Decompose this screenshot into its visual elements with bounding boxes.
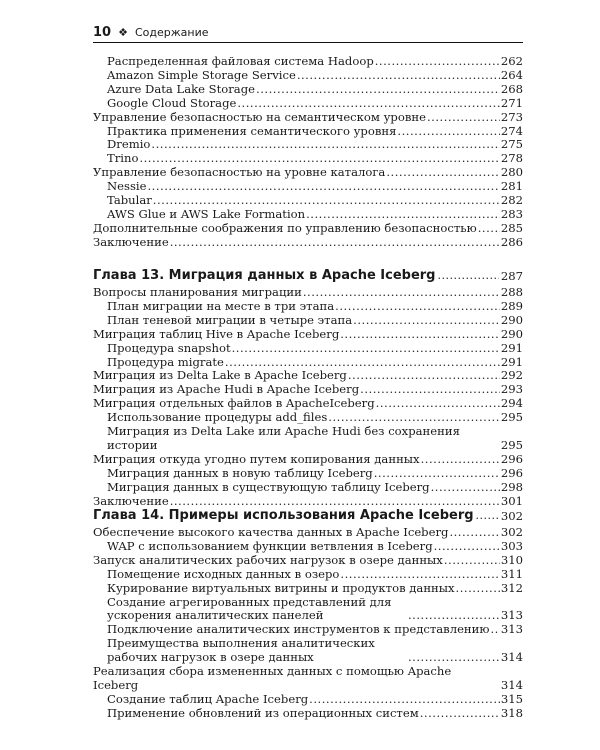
entry-page: 268 — [500, 81, 523, 96]
dot-leader — [225, 356, 500, 370]
toc-entry[interactable] — [93, 554, 523, 568]
entry-title: Миграция из Delta Lake в Apache Iceberg — [93, 368, 347, 383]
toc-entry[interactable] — [93, 222, 523, 236]
running-header — [93, 22, 523, 43]
entry-title: Управление безопасностью на уровне каталога — [93, 165, 386, 180]
entry-page: 289 — [500, 298, 523, 313]
dot-leader — [340, 328, 500, 342]
entry-title: Amazon Simple Storage Service — [107, 67, 296, 82]
entry-page: 293 — [500, 382, 523, 397]
entry-page: 281 — [500, 179, 523, 194]
entry-title: Использование процедуры add_files — [107, 410, 328, 425]
dot-leader — [256, 83, 500, 97]
dot-leader — [478, 222, 500, 236]
entry-page: 296 — [500, 465, 523, 480]
toc-block-continued — [93, 55, 523, 250]
entry-title: Создание агрегированных представлений для ускорения аналитических панелей — [107, 594, 392, 623]
entry-title: Миграция данных в новую таблицу Iceberg — [107, 465, 373, 480]
toc-entry[interactable] — [93, 568, 523, 582]
dot-leader — [376, 397, 500, 411]
entry-title: Вопросы планирования миграции — [93, 285, 302, 299]
entry-page: 283 — [500, 206, 523, 221]
dot-leader — [151, 138, 499, 152]
entry-page: 285 — [500, 220, 523, 235]
toc-entry[interactable] — [93, 467, 523, 481]
entry-page: 295 — [500, 410, 523, 425]
entry-page: 311 — [500, 566, 523, 581]
entry-page: 264 — [500, 67, 523, 82]
entry-page: 274 — [500, 123, 523, 138]
entry-title: WAP с использованием функции ветвления в Iceberg — [107, 538, 433, 553]
entry-page: 275 — [500, 137, 523, 152]
entry-title: Миграция из Apache Hudi в Apache Iceberg — [93, 382, 360, 397]
toc-entry[interactable] — [93, 693, 523, 707]
entry-page: 273 — [500, 109, 523, 124]
chapter-heading[interactable] — [93, 507, 523, 525]
entry-page: 290 — [500, 312, 523, 327]
entry-title: Обеспечение высокого качества данных в Apache Iceberg — [93, 525, 449, 539]
entry-title: Курирование виртуальных витрины и продуктов данных — [107, 580, 455, 595]
toc-entry[interactable] — [93, 637, 523, 665]
entry-title: Миграция данных в существующую таблицу Iceberg — [107, 479, 430, 494]
chapter-title: Глава 14. Примеры использования Apache Iceberg — [93, 508, 474, 523]
dot-leader — [397, 125, 499, 139]
entry-page: 282 — [500, 193, 523, 208]
dot-leader — [408, 651, 500, 665]
entry-title: Заключение — [93, 493, 169, 508]
chapter-page: 287 — [500, 269, 523, 283]
entry-title: AWS Glue и AWS Lake Formation — [107, 206, 306, 221]
toc-entry[interactable] — [93, 300, 523, 314]
entry-page: 312 — [500, 580, 523, 595]
toc-entry[interactable] — [93, 596, 523, 624]
entry-title: Подключение аналитических инструментов к представлению — [107, 622, 490, 637]
toc-entry[interactable] — [93, 411, 523, 425]
dot-leader — [340, 568, 499, 582]
entry-title: Google Cloud Storage — [107, 95, 237, 110]
dot-leader — [434, 540, 500, 554]
entry-page: 291 — [500, 340, 523, 355]
dot-leader — [408, 609, 500, 623]
entry-title: Реализация сбора измененных данных с помощью Apache Iceberg — [93, 664, 452, 692]
entry-title: Миграция таблиц Hive в Apache Iceberg — [93, 326, 340, 341]
entry-page: 280 — [500, 165, 523, 180]
dot-leader — [375, 55, 500, 69]
entry-title: Nessie — [107, 179, 147, 194]
entry-title: Процедура migrate — [107, 354, 224, 369]
entry-page: 315 — [500, 691, 523, 706]
entry-title: Управление безопасностью на семантическом уровне — [93, 109, 426, 124]
entry-page: 294 — [500, 396, 523, 411]
toc-chapter-13 — [93, 267, 523, 509]
entry-page: 295 — [500, 437, 523, 452]
entry-title: Применение обновлений из операционных систем — [107, 705, 419, 720]
entry-page: 313 — [500, 622, 523, 637]
entry-page: 291 — [500, 354, 523, 369]
dot-leader — [456, 582, 500, 596]
toc-entry[interactable] — [93, 540, 523, 554]
toc-entry[interactable] — [93, 138, 523, 152]
diamond-separator-icon: ❖ — [118, 25, 128, 39]
entry-title: Миграция откуда угодно путем копирования данных — [93, 451, 420, 466]
entry-title: Помещение исходных данных в озеро — [107, 566, 340, 581]
entry-title: Процедура snapshot — [107, 340, 231, 355]
page-number: 10 — [93, 24, 112, 40]
dot-leader — [360, 383, 500, 397]
entry-title: Заключение — [93, 234, 169, 249]
dot-leader — [139, 152, 499, 166]
dot-leader — [309, 693, 500, 707]
dot-leader — [431, 481, 500, 495]
entry-title: Запуск аналитических рабочих нагрузок в озере данных — [93, 552, 443, 567]
entry-title: Преимущества выполнения аналитических рабочих нагрузок в озере данных — [107, 636, 375, 665]
dot-leader — [438, 267, 499, 285]
dot-leader — [476, 507, 499, 525]
toc-entry[interactable] — [93, 707, 523, 721]
entry-page: 290 — [500, 326, 523, 341]
dot-leader — [420, 707, 500, 721]
entry-title: Распределенная файловая система Hadoop — [107, 54, 374, 68]
dot-leader — [153, 194, 500, 208]
dot-leader — [303, 286, 500, 300]
toc-entry[interactable] — [93, 286, 523, 300]
dot-leader — [353, 314, 500, 328]
entry-title: Миграция из Delta Lake или Apache Hudi без сохранения истории — [107, 424, 460, 452]
toc-entry[interactable] — [93, 526, 523, 540]
toc-entry[interactable] — [93, 453, 523, 467]
toc-entry[interactable] — [93, 328, 523, 342]
toc-entry[interactable] — [93, 397, 523, 411]
entry-page: 301 — [500, 493, 523, 508]
entry-page: 318 — [500, 705, 523, 720]
dot-leader — [449, 526, 499, 540]
toc-entry[interactable] — [93, 125, 523, 139]
toc-entry[interactable] — [93, 383, 523, 397]
entry-page: 314 — [500, 677, 523, 692]
toc-entry[interactable] — [93, 236, 523, 250]
toc-entry[interactable] — [93, 208, 523, 222]
toc-entry[interactable] — [93, 665, 523, 693]
entry-page: 302 — [500, 525, 523, 539]
entry-title: Trino — [107, 151, 139, 166]
toc-entry[interactable] — [93, 194, 523, 208]
toc-entry[interactable] — [93, 152, 523, 166]
entry-title: План теневой миграции в четыре этапа — [107, 312, 353, 327]
entry-page: 313 — [500, 608, 523, 623]
chapter-title: Глава 13. Миграция данных в Apache Iceberg — [93, 268, 436, 283]
dot-leader — [297, 69, 500, 83]
dot-leader — [427, 111, 500, 125]
dot-leader — [348, 369, 500, 383]
toc-entry[interactable] — [93, 342, 523, 356]
entry-page: 292 — [500, 368, 523, 383]
entry-page: 278 — [500, 151, 523, 166]
entry-title: Tabular — [107, 193, 152, 208]
dot-leader — [237, 97, 500, 111]
entry-title: Миграция отдельных файлов в ApacheIceberg — [93, 396, 375, 411]
entry-title: Создание таблиц Apache Iceberg — [107, 691, 309, 706]
dot-leader — [328, 411, 500, 425]
toc-entry[interactable] — [93, 166, 523, 180]
toc-entry[interactable] — [93, 481, 523, 495]
toc-entry[interactable] — [93, 69, 523, 83]
entry-page: 303 — [500, 538, 523, 553]
chapter-heading[interactable] — [93, 267, 523, 285]
toc-entry[interactable] — [93, 369, 523, 383]
dot-leader — [147, 180, 499, 194]
toc-chapter-14 — [93, 507, 523, 721]
dot-leader — [335, 300, 500, 314]
entry-page: 262 — [500, 54, 523, 68]
entry-page: 296 — [500, 451, 523, 466]
dot-leader — [232, 342, 500, 356]
toc-entry[interactable] — [93, 180, 523, 194]
dot-leader — [490, 623, 499, 637]
toc-entry[interactable] — [93, 623, 523, 637]
dot-leader — [170, 236, 500, 250]
dot-leader — [386, 166, 500, 180]
entry-title: Дополнительные соображения по управлению безопасностью — [93, 220, 477, 235]
toc-entry[interactable] — [93, 83, 523, 97]
dot-leader — [306, 208, 500, 222]
toc-entry[interactable] — [93, 97, 523, 111]
toc-entry[interactable] — [93, 582, 523, 596]
toc-entry[interactable] — [93, 314, 523, 328]
chapter-page: 302 — [500, 509, 523, 523]
entry-title: Практика применения семантического уровня — [107, 123, 397, 138]
entry-page: 286 — [500, 234, 523, 249]
running-title: Содержание — [134, 25, 209, 39]
toc-entry[interactable] — [93, 425, 523, 453]
toc-entry[interactable] — [93, 55, 523, 69]
entry-page: 310 — [500, 552, 523, 567]
toc-entry[interactable] — [93, 356, 523, 370]
entry-page: 314 — [500, 650, 523, 665]
entry-title: Dremio — [107, 137, 151, 152]
dot-leader — [374, 467, 500, 481]
toc-entry[interactable] — [93, 111, 523, 125]
entry-title: Azure Data Lake Storage — [107, 81, 256, 96]
entry-title: План миграции на месте в три этапа — [107, 298, 335, 313]
entry-page: 298 — [500, 479, 523, 494]
dot-leader — [421, 453, 500, 467]
entry-page: 271 — [500, 95, 523, 110]
entry-page: 288 — [500, 285, 523, 299]
dot-leader — [444, 554, 500, 568]
